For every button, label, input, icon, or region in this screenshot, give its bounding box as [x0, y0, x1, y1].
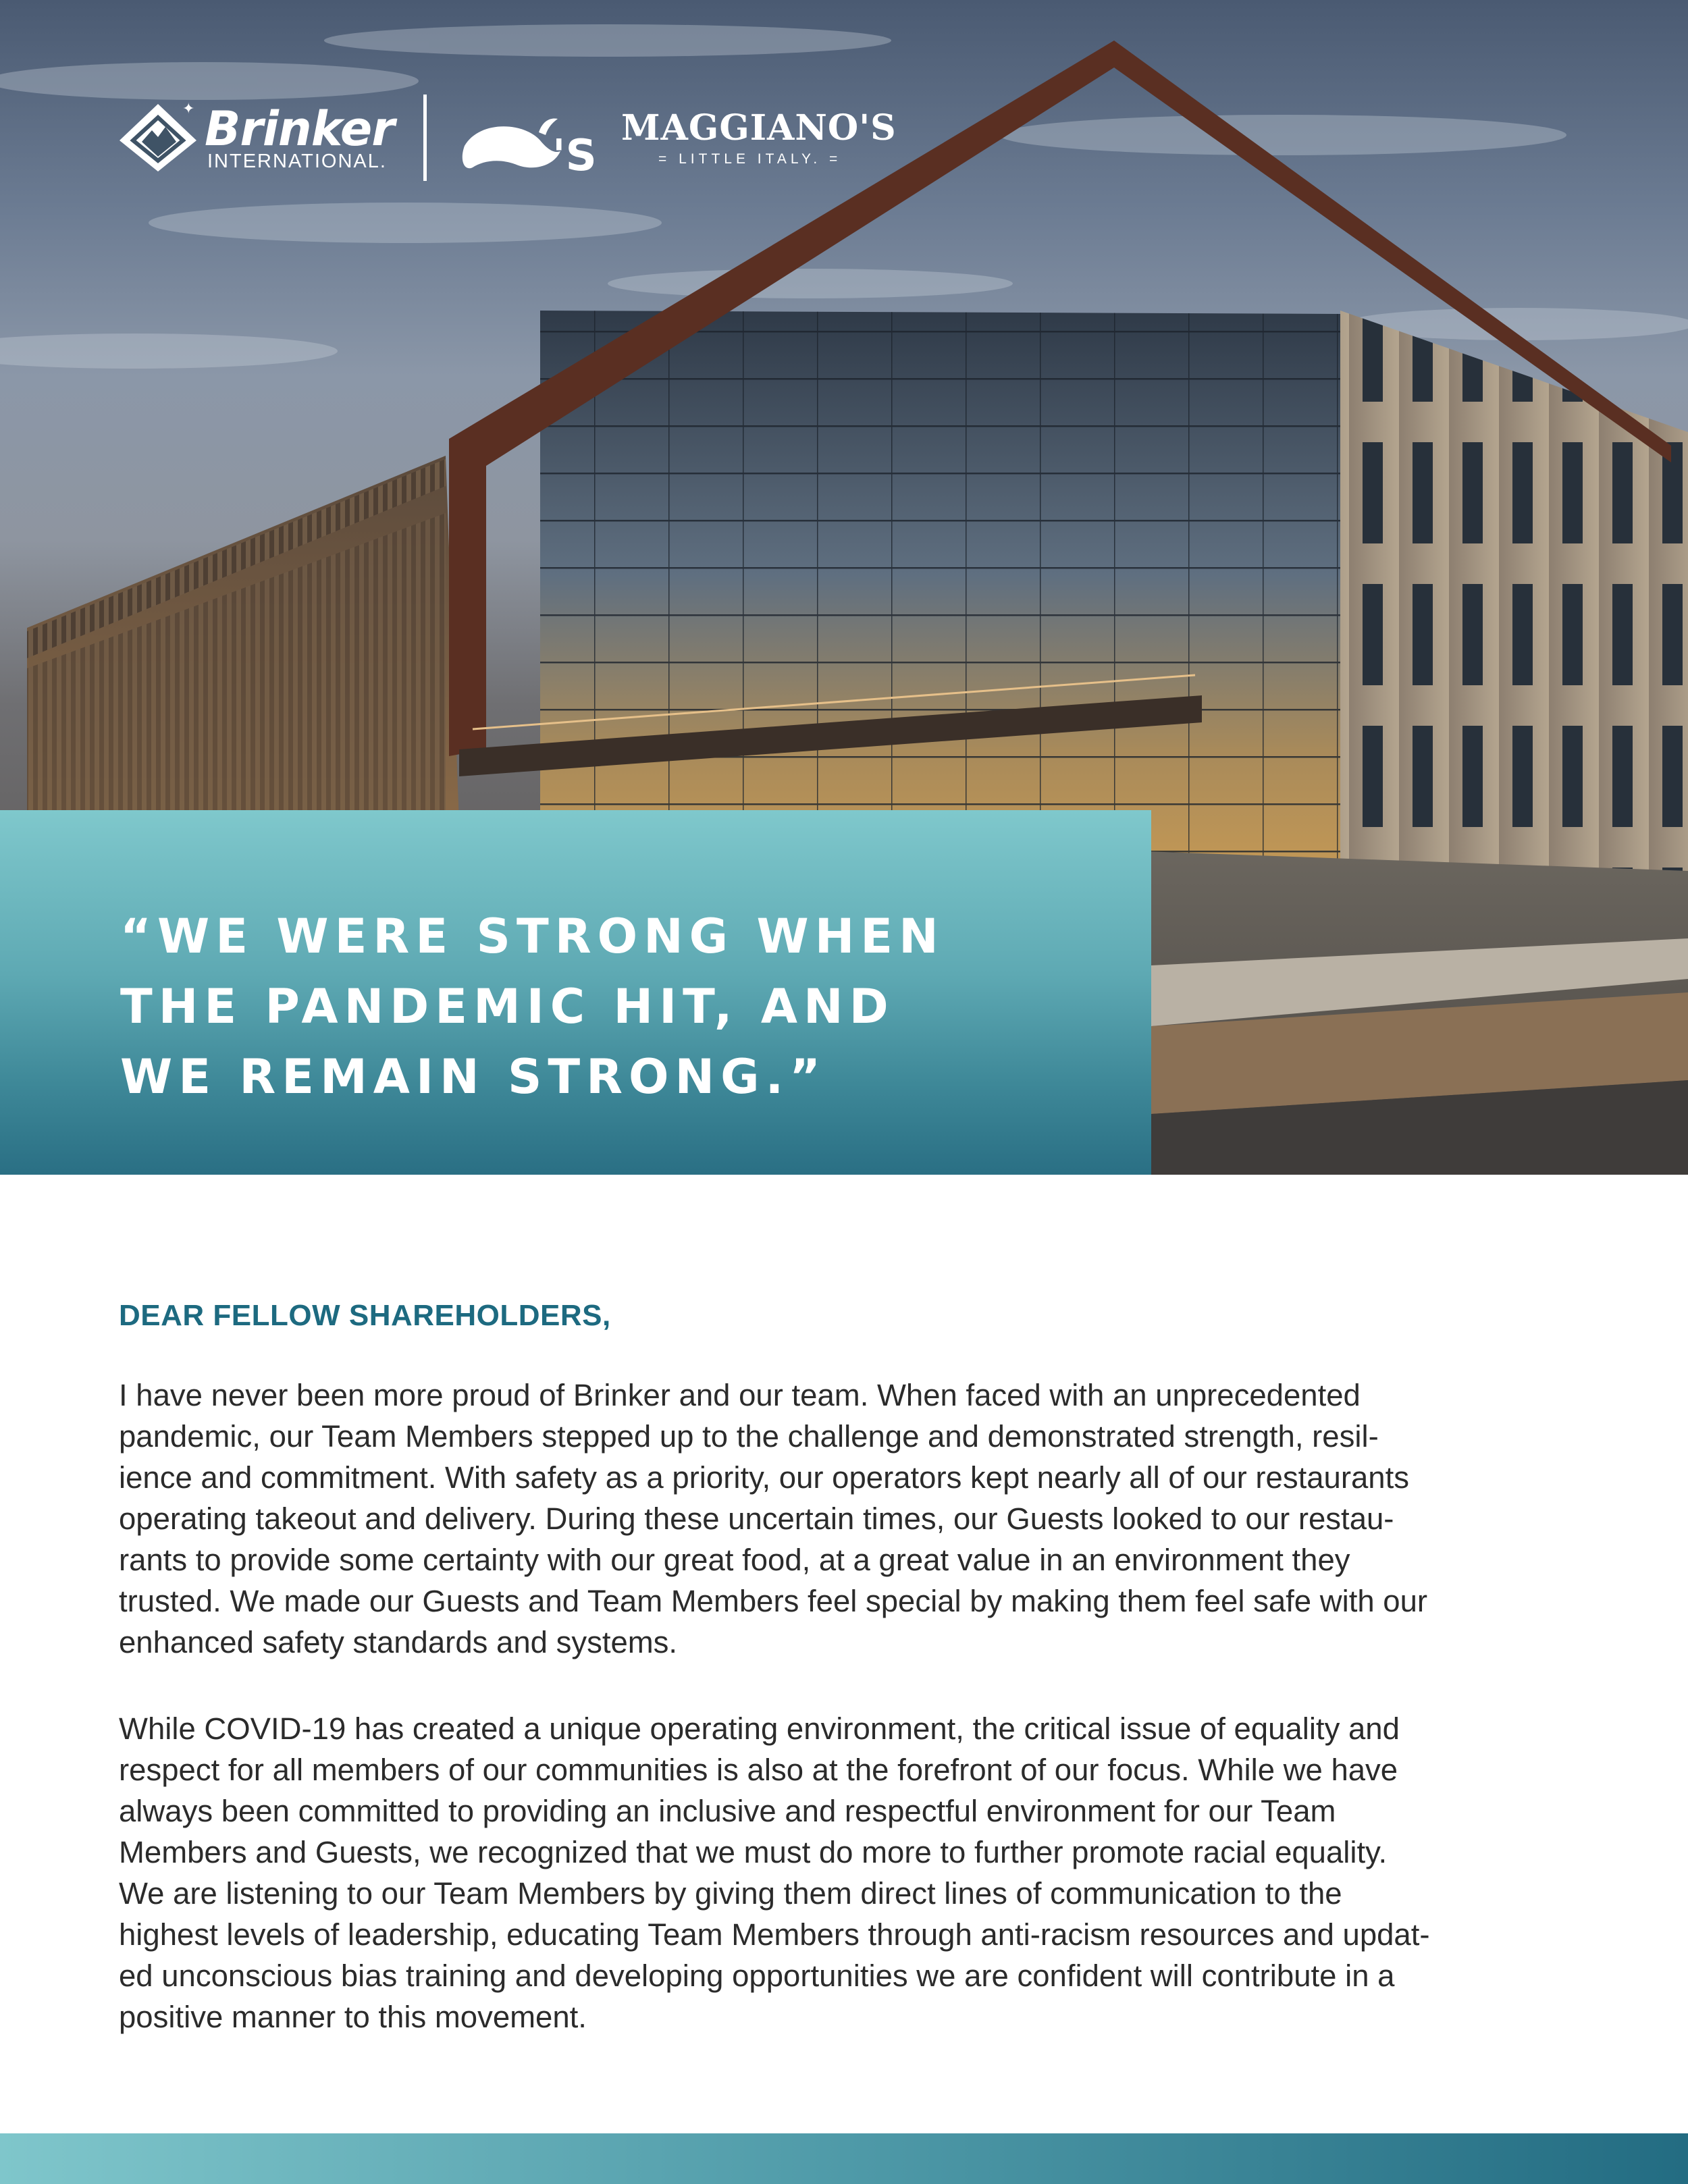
paragraph-line: positive manner to this movement.: [119, 2000, 587, 2034]
paragraph-line: Members and Guests, we recognized that we must do more to further promote racial equality.: [119, 1835, 1388, 1869]
pull-quote: [120, 901, 1119, 1112]
quote-panel: [0, 810, 1151, 1175]
brinker-logo-text: Brinker: [205, 101, 394, 157]
quote-line: WE REMAIN STRONG.”: [120, 1049, 827, 1104]
paragraph-line: respect for all members of our communities is also at the forefront of our focus. While we have: [119, 1753, 1398, 1787]
maggianos-logo-subtitle: = LITTLE ITALY. =: [658, 151, 842, 167]
paragraph-line: highest levels of leadership, educating Team Members through anti-racism resources and updat-: [119, 1917, 1430, 1952]
svg-text:✦: ✦: [182, 101, 195, 117]
paragraph-line: ed unconscious bias training and developing opportunities we are confident will contribute in a: [119, 1959, 1395, 1993]
paragraph-line: We are listening to our Team Members by giving them direct lines of communication to the: [119, 1876, 1342, 1911]
logo-divider: [423, 95, 427, 181]
paragraph-line: always been committed to providing an inclusive and respectful environment for our Team: [119, 1794, 1336, 1828]
letter-paragraph-2: [119, 1708, 1571, 2037]
paragraph-line: trusted. We made our Guests and Team Members feel special by making them feel safe with our: [119, 1584, 1428, 1618]
paragraph-line: enhanced safety standards and systems.: [119, 1625, 678, 1659]
quote-line: THE PANDEMIC HIT, AND: [120, 979, 895, 1034]
quote-line: “WE WERE STRONG WHEN: [120, 909, 945, 964]
brand-logos: [118, 95, 895, 182]
chili-pepper-icon: [459, 113, 597, 181]
letter-paragraph-1: [119, 1375, 1571, 1663]
maggianos-logo-text: MAGGIANO'S: [621, 107, 897, 149]
paragraph-line: pandemic, our Team Members stepped up to the challenge and demonstrated strength, resil-: [119, 1419, 1379, 1454]
paragraph-line: operating takeout and delivery. During these uncertain times, our Guests looked to our restau-: [119, 1501, 1394, 1536]
brinker-logo-icon: [118, 100, 198, 174]
brinker-logo-subtitle: INTERNATIONAL.: [207, 151, 387, 172]
paragraph-line: ience and commitment. With safety as a priority, our operators kept nearly all of our restaurants: [119, 1460, 1409, 1495]
svg-text:'S: 'S: [552, 131, 597, 181]
paragraph-line: I have never been more proud of Brinker and our team. When faced with an unprecedented: [119, 1378, 1361, 1412]
paragraph-line: While COVID-19 has created a unique operating environment, the critical issue of equality and: [119, 1711, 1400, 1746]
letter-salutation: DEAR FELLOW SHAREHOLDERS,: [119, 1299, 611, 1332]
paragraph-line: rants to provide some certainty with our great food, at a great value in an environment they: [119, 1543, 1350, 1577]
footer-bar: [0, 2133, 1688, 2184]
